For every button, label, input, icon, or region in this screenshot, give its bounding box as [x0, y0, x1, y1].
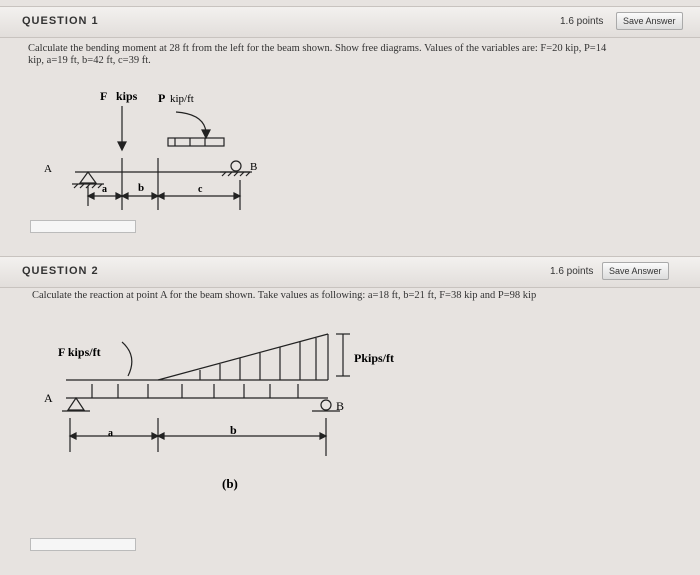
question1-save-button[interactable]: Save Answer — [616, 12, 683, 30]
question1-text-line2: kip, a=19 ft, b=42 ft, c=39 ft. — [28, 55, 151, 66]
question2-header — [0, 256, 700, 288]
q1-roller-support-b — [231, 161, 241, 171]
question2-text: Calculate the reaction at point A for the beam shown. Take values as following: a=18 ft, b=21 ft, F=38 kip and P=98 kip — [32, 290, 537, 301]
q1-pin-support-a — [80, 172, 96, 183]
question1-points: 1.6 points — [560, 16, 604, 27]
q1-label-f: F — [100, 89, 108, 103]
q2-label-f: F kips/ft — [58, 345, 101, 359]
q1-label-a-point: A — [44, 163, 52, 175]
q1-label-dim-b: b — [138, 182, 145, 194]
question1-answer-field[interactable] — [30, 220, 136, 233]
q1-label-b-point: B — [250, 161, 258, 173]
q1-label-dim-c: c — [198, 184, 203, 195]
q2-label-b-point: B — [336, 399, 345, 413]
q2-figure-caption: (b) — [222, 476, 238, 491]
q2-pin-support-a — [68, 398, 84, 410]
question1-header — [0, 6, 700, 38]
q2-label-p: Pkips/ft — [354, 351, 395, 365]
q2-label-dim-b: b — [230, 423, 237, 437]
question2-answer-field[interactable] — [30, 538, 136, 551]
q1-label-kipft: kip/ft — [170, 93, 194, 105]
q2-triangular-load-edge — [158, 334, 328, 380]
q2-roller-support-b — [321, 400, 331, 410]
q2-label-dim-a: a — [108, 428, 113, 439]
q2-load-arc — [122, 342, 132, 376]
question2-beam-figure — [0, 310, 700, 520]
q2-label-a-point: A — [44, 391, 53, 405]
q1-distributed-load — [168, 138, 224, 146]
question1-text-line1: Calculate the bending moment at 28 ft from the left for the beam shown. Show free diagrams. Values of the variables are: F=20 kip, P=14 — [28, 43, 607, 54]
q1-label-p: P — [158, 91, 166, 105]
q1-moment-arrow — [176, 112, 206, 132]
question2-save-button[interactable]: Save Answer — [602, 262, 669, 280]
question2-points: 1.6 points — [550, 266, 594, 277]
question1-title: QUESTION 1 — [22, 15, 99, 27]
q1-label-kips: kips — [116, 89, 138, 103]
question2-title: QUESTION 2 — [22, 265, 99, 277]
q1-label-dim-a: a — [102, 184, 107, 195]
